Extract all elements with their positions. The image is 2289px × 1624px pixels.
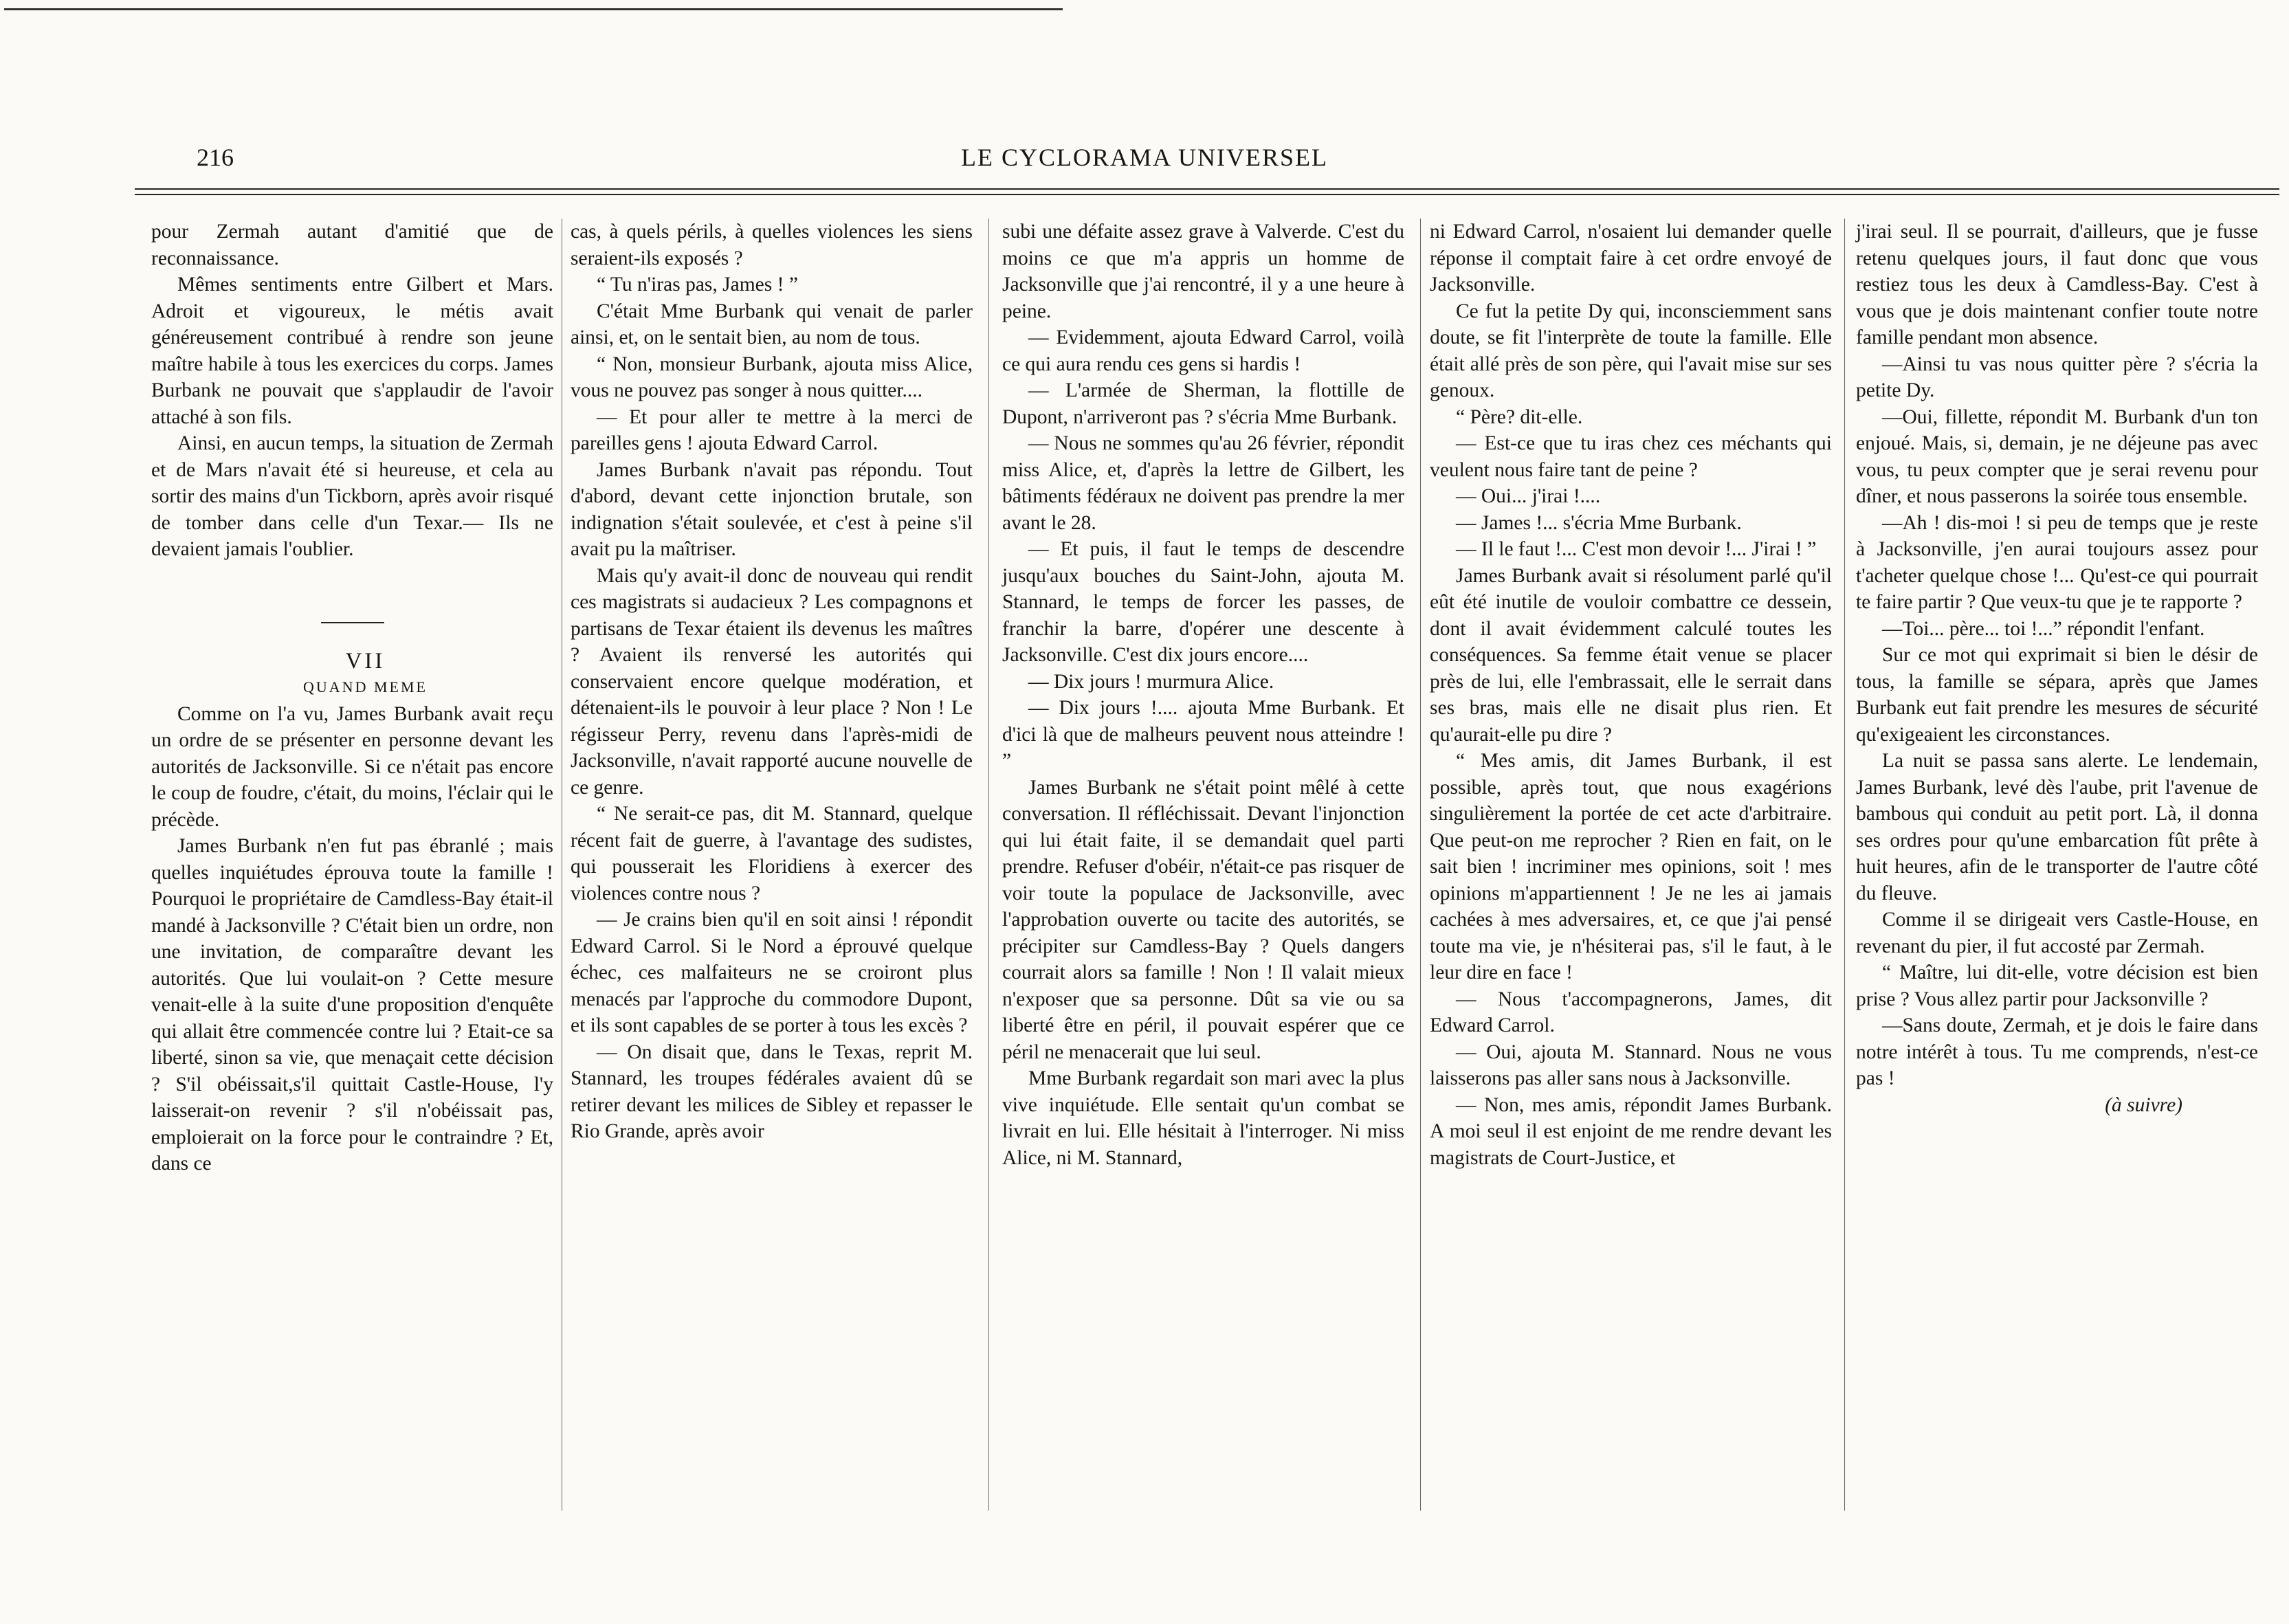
paragraph: “ Maître, lui dit-elle, votre décision est bien prise ? Vous allez partir pour Jacksonville ? <box>1856 961 2258 1010</box>
chapter-title: QUAND MEME <box>303 678 428 696</box>
paragraph: —Ah ! dis-moi ! si peu de temps que je reste à Jacksonville, j'en aurai toujours assez pour t'acheter quelque chose !... Qu'est-ce qui pourrait te faire partir ? Que veux-tu que je te rapporte ? <box>1856 511 2258 613</box>
paragraph: —Toi... père... toi !...” répondit l'enfant. <box>1882 617 2205 640</box>
paragraph: — Et puis, il faut le temps de descendre jusqu'aux bouches du Saint-John, ajouta M. Stannard, le temps de forcer les passes, de franchir la barre, d'opérer une descente à Jacksonville. C'est dix jours encore.... <box>1002 538 1404 666</box>
paragraph: — Est-ce que tu iras chez ces méchants qui veulent nous faire tant de peine ? <box>1430 432 1832 481</box>
paragraph: cas, à quels périls, à quelles violences les siens seraient-ils exposés ? <box>571 221 973 269</box>
paragraph: Comme il se dirigeait vers Castle-House, en revenant du pier, il fut accosté par Zermah. <box>1856 909 2258 957</box>
paragraph: — Non, mes amis, répondit James Burbank. A moi seul il est enjoint de me rendre devant les magistrats de Court-Justice, et <box>1430 1093 1832 1169</box>
paragraph: “ Mes amis, dit James Burbank, il est possible, après tout, que nous exagérions singulièrement la portée de cet acte d'arbitraire. Que peut-on me reprocher ? Rien en fait, on le sait bien ! incriminer mes opinions, soit ! mes opinions m'appartiennent ! Je ne les ai jamais cachées à mes adversaires, et, ce que j'ai pensé toute ma vie, je n'hésiterai pas, s'il le faut, à le leur dire en face ! <box>1430 750 1832 983</box>
to-be-continued: (à suivre) <box>2105 1093 2182 1116</box>
paragraph: “ Père? dit-elle. <box>1456 405 1583 428</box>
paragraph: James Burbank n'avait pas répondu. Tout d'abord, devant cette injonction brutale, son indignation s'était soulevée, et c'est à peine s'il avait pu la maîtriser. <box>571 458 973 560</box>
page-number: 216 <box>197 144 234 171</box>
paragraph: Mais qu'y avait-il donc de nouveau qui rendit ces magistrats si audacieux ? Les compagnons et partisans de Texar étaient ils devenus les maîtres ? Avaient ils renversé les autorités qui conservaient encore quelque modération, et détenaient-ils le pouvoir à leur place ? Non ! Le régisseur Perry, revenu dans l'après-midi de Jacksonville, n'avait rapporté aucune nouvelle de ce genre. <box>571 564 973 799</box>
section-separator <box>321 622 384 623</box>
paragraph: —Ainsi tu vas nous quitter père ? s'écria la petite Dy. <box>1856 353 2258 401</box>
paragraph: — Nous t'accompagnerons, James, dit Edward Carrol. <box>1430 988 1832 1036</box>
column-rule <box>1844 219 1845 1511</box>
paragraph: — Oui, ajouta M. Stannard. Nous ne vous laisserons pas aller sans nous à Jacksonville. <box>1430 1041 1832 1089</box>
paragraph: — L'armée de Sherman, la flottille de Dupont, n'arriveront pas ? s'écria Mme Burbank. <box>1002 379 1404 428</box>
paragraph: ni Edward Carrol, n'osaient lui demander quelle réponse il comptait faire à cet ordre envoyé de Jacksonville. <box>1430 221 1832 296</box>
header-rule <box>135 188 2279 190</box>
paragraph: Ainsi, en aucun temps, la situation de Zermah et de Mars n'avait été si heureuse, et cela au sortir des mains d'un Tickborn, après avoir risqué de tomber dans celle d'un Texar.— Ils ne devaient jamais l'oublier. <box>151 432 553 560</box>
header-rule-double <box>135 194 2279 195</box>
text-column-2 <box>571 219 973 1145</box>
paragraph: — Evidemment, ajouta Edward Carrol, voilà ce qui aura rendu ces gens si hardis ! <box>1002 326 1404 375</box>
paragraph: Mêmes sentiments entre Gilbert et Mars. Adroit et vigoureux, le métis avait généreusement contribué à rendre son jeune maître habile à tous les exercices du corps. James Burbank ne pouvait que s'applaudir de l'avoir attaché à son fils. <box>151 274 553 428</box>
page-header <box>0 143 2289 177</box>
paragraph: “ Ne serait-ce pas, dit M. Stannard, quelque récent fait de guerre, à l'avantage des sudistes, qui pousserait les Floridiens à exercer des violences contre nous ? <box>571 803 973 904</box>
top-border-rule <box>4 8 1063 10</box>
running-title: LE CYCLORAMA UNIVERSEL <box>960 144 1328 171</box>
paragraph: — Nous ne sommes qu'au 26 février, répondit miss Alice, et, d'après la lettre de Gilbert, les bâtiments fédéraux ne doivent pas prendre la mer avant le 28. <box>1002 432 1404 534</box>
paragraph: — Oui... j'irai !.... <box>1456 485 1601 507</box>
chapter-number: VII <box>345 648 386 674</box>
text-column-3 <box>1002 219 1404 1171</box>
paragraph: — Il le faut !... C'est mon devoir !... J'irai ! ” <box>1456 538 1817 560</box>
column-rule <box>1420 219 1421 1511</box>
paragraph: James Burbank n'en fut pas ébranlé ; mais quelles inquiétudes éprouva toute la famille ! Pourquoi le propriétaire de Camdless-Bay était-il mandé à Jacksonville ? C'était bien un ordre, non une invitation, de comparaître devant les autorités. Que lui voulait-on ? Cette mesure venait-elle à la suite d'une proposition d'enquête qui allait être commencée contre lui ? Etait-ce sa liberté, sinon sa vie, que menaçait cette décision ? S'il obéissait,s'il quittait Castle-House, l'y laisserait-on revenir ? s'il n'obéissait pas, emploierait on la force pour le contraindre ? Et, dans ce <box>151 835 553 1175</box>
paragraph: — On disait que, dans le Texas, reprit M. Stannard, les troupes fédérales avaient dû se retirer devant les milices de Sibley et repasser le Rio Grande, après avoir <box>571 1041 973 1142</box>
paragraph: James Burbank ne s'était point mêlé à cette conversation. Il réfléchissait. Devant l'injonction qui lui était faite, il se demandait quel parti prendre. Refuser d'obéir, n'était-ce pas risquer de voir toute la populace de Jacksonville, avec l'approbation ouverte ou tacite des autorités, se précipiter sur Camdless-Bay ? Quels dangers courrait alors sa famille ! Non ! Il valait mieux n'exposer que sa personne. Dût sa vie ou sa liberté être en péril, il pouvait espérer que ce péril ne menacerait que lui seul. <box>1002 776 1404 1063</box>
paragraph: — James !... s'écria Mme Burbank. <box>1456 511 1742 534</box>
paragraph: subi une défaite assez grave à Valverde. C'est du moins ce que m'a appris un homme de Jacksonville que j'ai rencontré, il y a une heure à peine. <box>1002 221 1404 322</box>
paragraph: C'était Mme Burbank qui venait de parler ainsi, et, on le sentait bien, au nom de tous. <box>571 300 973 348</box>
column-rule <box>988 219 989 1511</box>
paragraph: “ Tu n'iras pas, James ! ” <box>597 274 798 296</box>
paragraph: La nuit se passa sans alerte. Le lendemain, James Burbank, levé dès l'aube, prit l'avenue de bambous qui conduit au petit port. Là, il donna ses ordres pour qu'une embarcation fût prête à huit heures, afin de le transporter de l'autre côté du fleuve. <box>1856 750 2258 904</box>
paragraph: — Je crains bien qu'il en soit ainsi ! répondit Edward Carrol. Si le Nord a éprouvé quelque échec, ces malfaiteurs ne se croiront plus menacés par l'approche du commodore Dupont, et ils sont capables de se porter à tous les excès ? <box>571 909 973 1036</box>
text-column-5 <box>1856 219 2258 1118</box>
paragraph: —Sans doute, Zermah, et je dois le faire dans notre intérêt à tous. Tu me comprends, n'est-ce pas ! <box>1856 1014 2258 1089</box>
text-column-4 <box>1430 219 1832 1171</box>
paragraph: —Oui, fillette, répondit M. Burbank d'un ton enjoué. Mais, si, demain, je ne déjeune pas avec vous, tu peux compter que je serai revenu pour dîner, et nous passerons la soirée tous ensemble. <box>1856 405 2258 507</box>
paragraph: — Dix jours ! murmura Alice. <box>1028 670 1274 693</box>
paragraph: “ Non, monsieur Burbank, ajouta miss Alice, vous ne pouvez pas songer à nous quitter.... <box>571 353 973 401</box>
paragraph: pour Zermah autant d'amitié que de reconnaissance. <box>151 221 553 269</box>
paragraph: Mme Burbank regardait son mari avec la plus vive inquiétude. Elle sentait qu'un combat se livrait en lui. Elle hésitait à l'interroger. Ni miss Alice, ni M. Stannard, <box>1002 1067 1404 1169</box>
text-column-1 <box>151 219 553 1177</box>
paragraph: j'irai seul. Il se pourrait, d'ailleurs, que je fusse retenu quelques jours, il faut donc que vous restiez tous les deux à Camdless-Bay. C'est à vous que je dois maintenant confier toute notre famille pendant mon absence. <box>1856 221 2258 348</box>
paragraph: Sur ce mot qui exprimait si bien le désir de tous, la famille se sépara, après que James Burbank eut fait prendre les mesures de sécurité qu'exigeaient les circonstances. <box>1856 644 2258 746</box>
paragraph: Ce fut la petite Dy qui, inconsciemment sans doute, se fit l'interprète de toute la famille. Elle était allé près de son père, qui l'avait mise sur ses genoux. <box>1430 300 1832 401</box>
paragraph: — Dix jours !.... ajouta Mme Burbank. Et d'ici là que de malheurs peuvent nous atteindre ! ” <box>1002 697 1404 772</box>
paragraph: — Et pour aller te mettre à la merci de pareilles gens ! ajouta Edward Carrol. <box>571 405 973 454</box>
paragraph: James Burbank avait si résolument parlé qu'il eût été inutile de vouloir combattre ce dessein, dont il avait évidemment calculé toutes les conséquences. Sa femme était venue se placer près de lui, elle l'embrassait, elle le serrait dans ses bras, mais elle ne disait plus rien. Et qu'aurait-elle pu dire ? <box>1430 564 1832 746</box>
paragraph: Comme on l'a vu, James Burbank avait reçu un ordre de se présenter en personne devant les autorités de Jacksonville. Si ce n'était pas encore le coup de foudre, c'était, du moins, l'éclair qui le précède. <box>151 702 553 831</box>
